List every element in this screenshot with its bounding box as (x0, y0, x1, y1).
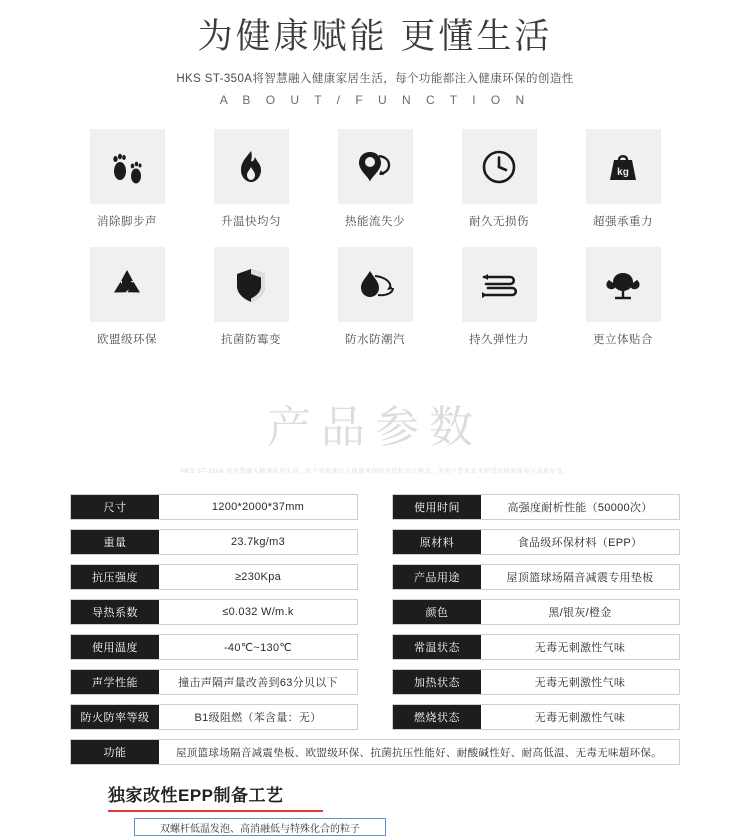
specs-table (70, 494, 680, 765)
spec-cell (70, 599, 358, 625)
spec-key: 防火防率等级 (71, 705, 159, 729)
feature-label: 防水防潮汽 (345, 334, 405, 346)
spec-cell (70, 494, 358, 520)
feature-label: 欧盟级环保 (97, 334, 157, 346)
spec-value: 黑/银灰/橙金 (548, 607, 612, 619)
feature-label: 超强承重力 (593, 216, 653, 228)
feature-label: 持久弹性力 (469, 334, 529, 346)
spec-key: 功能 (71, 740, 159, 764)
spec-key: 导热系数 (71, 600, 159, 624)
spec-cell (392, 529, 680, 555)
feature-item (323, 247, 427, 347)
spec-value: 高强度耐析性能（50000次） (507, 502, 653, 514)
hero-section (0, 0, 750, 107)
spec-key: 声学性能 (71, 670, 159, 694)
feature-icon-grid (75, 129, 675, 365)
heat-loss-icon (338, 129, 413, 204)
table-row (70, 564, 680, 590)
spec-value: ≥230Kpa (234, 571, 282, 583)
feature-label: 热能流失少 (345, 216, 405, 228)
spec-cell (392, 494, 680, 520)
spec-value: ≤0.032 W/m.k (222, 606, 294, 618)
spec-value: 食品级环保材料（EPP） (517, 537, 643, 549)
spec-cell (70, 669, 358, 695)
feature-item (323, 129, 427, 229)
hero-english-label: A B O U T / F U N C T I O N (219, 93, 531, 107)
feature-label: 消除脚步声 (97, 216, 157, 228)
recycle-icon (90, 247, 165, 322)
feature-item (199, 247, 303, 347)
feature-label: 升温快均匀 (221, 216, 281, 228)
spec-cell (392, 599, 680, 625)
feature-item (447, 129, 551, 229)
table-row (70, 704, 680, 730)
spec-value: B1级阻燃（苯含量：无） (194, 712, 322, 724)
table-row (70, 494, 680, 520)
spec-key: 燃烧状态 (393, 705, 481, 729)
spec-value: 屋顶篮球场隔音减震专用垫板 (506, 572, 654, 584)
spec-value: 1200*2000*37mm (211, 501, 305, 513)
spec-cell (70, 634, 358, 660)
spec-cell (392, 704, 680, 730)
params-section-blurb: HKS ST-350A 将智慧融入健康家居生活，每个功能都注入健康环保的创造性设计理念，为用户带来安全舒适的居家体验与品质享受。 (180, 469, 570, 475)
title-underline (108, 810, 323, 812)
feature-item (199, 129, 303, 229)
spec-value: 无毒无刺激性气味 (534, 677, 626, 689)
footprints-icon (90, 129, 165, 204)
spec-key: 抗压强度 (71, 565, 159, 589)
spec-key: 原材料 (393, 530, 481, 554)
feature-label: 抗菌防霉变 (221, 334, 281, 346)
spec-key: 加热状态 (393, 670, 481, 694)
spec-value: 无毒无刺激性气味 (534, 642, 626, 654)
spec-key: 常温状态 (393, 635, 481, 659)
spec-key: 产品用途 (393, 565, 481, 589)
feature-label: 耐久无损伤 (469, 216, 529, 228)
spec-cell (392, 669, 680, 695)
feature-item (75, 129, 179, 229)
spec-key: 颜色 (393, 600, 481, 624)
table-row (70, 634, 680, 660)
spec-key: 重量 (71, 530, 159, 554)
clock-icon (462, 129, 537, 204)
shield-icon (214, 247, 289, 322)
spec-value: 无毒无刺激性气味 (534, 712, 626, 724)
spec-value: -40℃~130℃ (223, 641, 293, 654)
spring-elastic-icon (462, 247, 537, 322)
spec-cell (70, 704, 358, 730)
flame-icon (214, 129, 289, 204)
spec-cell (392, 634, 680, 660)
weight-kg-icon (586, 129, 661, 204)
feature-item (571, 129, 675, 229)
spec-value: 屋顶篮球场隔音减震垫板、欧盟级环保、抗菌抗压性能好、耐酸碱性好、耐高低温、无毒无味超环保。 (176, 746, 662, 759)
spec-cell-full (70, 739, 680, 765)
cotton-leaf-icon (586, 247, 661, 322)
process-callout: 双螺杆低温发泡、高消融低与特殊化合的粒子 (134, 818, 386, 836)
svg-text:kg: kg (617, 166, 629, 178)
feature-label: 更立体贴合 (593, 334, 653, 346)
spec-cell (392, 564, 680, 590)
spec-cell (70, 564, 358, 590)
spec-value: 撞击声隔声量改善到63分贝以下 (178, 677, 338, 689)
feature-item (75, 247, 179, 347)
page-title: 为健康赋能 更懂生活 (197, 17, 553, 56)
spec-key: 使用时间 (393, 495, 481, 519)
spec-key: 使用温度 (71, 635, 159, 659)
table-row (70, 529, 680, 555)
params-section-title: 产品参数 (267, 403, 483, 452)
table-row (70, 669, 680, 695)
feature-item (447, 247, 551, 347)
feature-item (571, 247, 675, 347)
hero-subtitle: HKS ST-350A将智慧融入健康家居生活，每个功能都注入健康环保的创造性 (176, 73, 574, 85)
spec-value: 23.7kg/m3 (230, 536, 286, 548)
table-row (70, 599, 680, 625)
table-row (70, 739, 680, 765)
spec-cell (70, 529, 358, 555)
process-title: 独家改性EPP制备工艺 (108, 786, 284, 805)
spec-key: 尺寸 (71, 495, 159, 519)
water-drop-icon (338, 247, 413, 322)
process-section (70, 781, 680, 836)
